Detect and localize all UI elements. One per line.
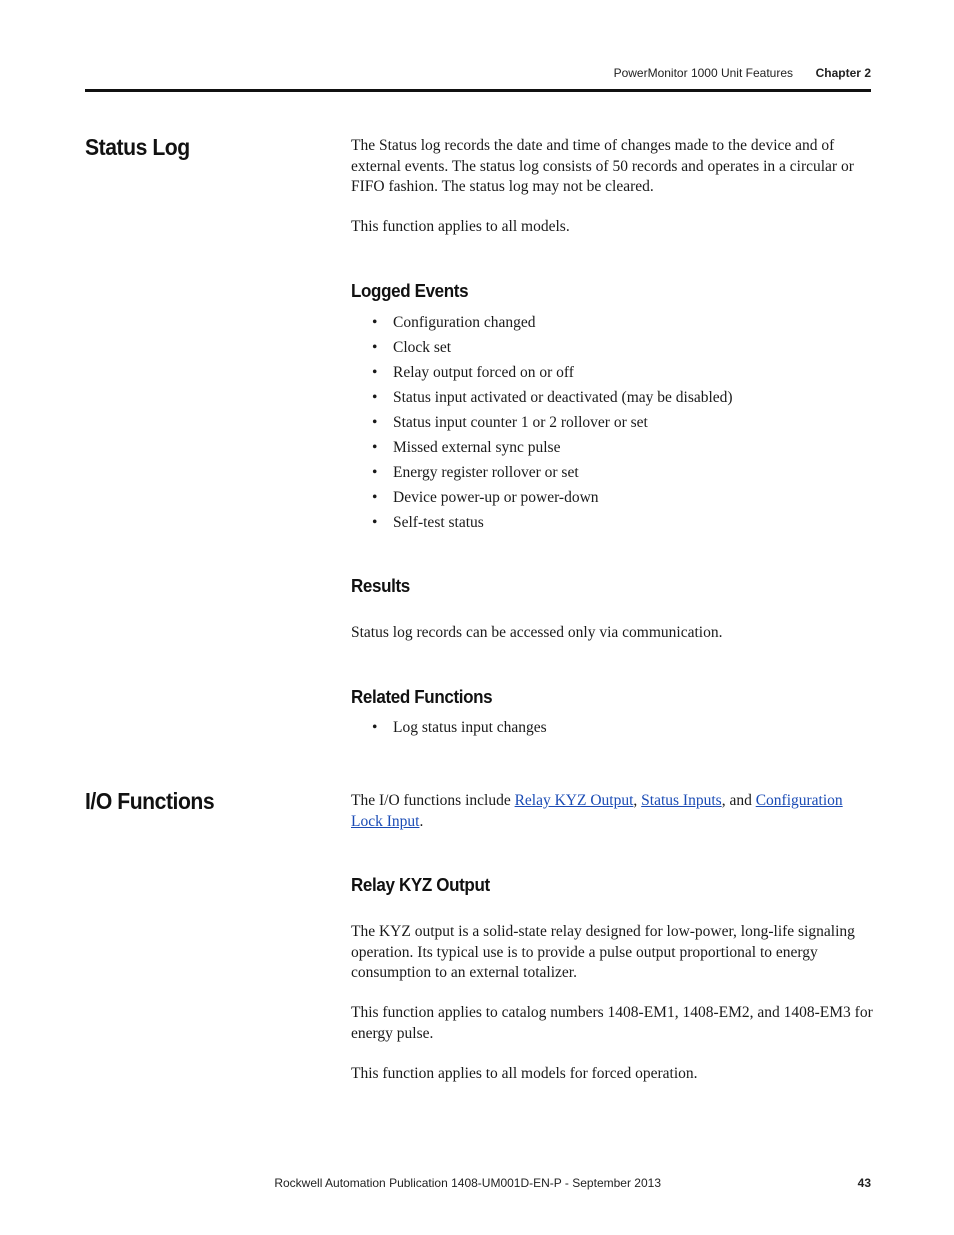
relay-kyz-description: The KYZ output is a solid-state relay designed for low-power, long-life signaling operation. Its typical use is to provide a pulse output proportional to energy consumption to an external totalizer.	[351, 923, 855, 981]
subheading-logged-events: Logged Events	[351, 280, 469, 301]
section-heading-status-log: Status Log	[85, 134, 190, 160]
list-item: • Configuration changed	[372, 314, 536, 331]
list-item: • Log status input changes	[372, 719, 547, 736]
bullet-icon: •	[372, 339, 378, 356]
bullet-icon: •	[372, 439, 378, 456]
list-item: • Status input counter 1 or 2 rollover or set	[372, 414, 648, 431]
list-item: • Status input activated or deactivated (may be disabled)	[372, 389, 733, 406]
results-text: Status log records can be accessed only via communication.	[351, 624, 723, 641]
list-item: • Energy register rollover or set	[372, 464, 579, 481]
list-item: • Relay output forced on or off	[372, 364, 574, 381]
bullet-icon: •	[372, 489, 378, 506]
link-configuration-lock-input[interactable]: Configuration Lock Input	[351, 792, 843, 830]
relay-kyz-applies-forced: This function applies to all models for forced operation.	[351, 1065, 698, 1082]
io-functions-intro: The I/O functions include Relay KYZ Output, Status Inputs, and Configuration Lock Input.	[351, 792, 843, 830]
bullet-icon: •	[372, 364, 378, 381]
logged-events-list	[351, 313, 733, 538]
list-item: • Missed external sync pulse	[372, 439, 561, 456]
subheading-results: Results	[351, 575, 410, 596]
subheading-related-functions: Related Functions	[351, 686, 493, 707]
section-heading-io-functions: I/O Functions	[85, 788, 215, 814]
bullet-icon: •	[372, 389, 378, 406]
bullet-icon: •	[372, 314, 378, 331]
list-item: • Self-test status	[372, 514, 484, 531]
bullet-icon: •	[372, 414, 378, 431]
list-item: • Device power-up or power-down	[372, 489, 599, 506]
page-number: 43	[857, 1176, 871, 1190]
link-relay-kyz-output[interactable]: Relay KYZ Output	[514, 792, 634, 809]
link-status-inputs[interactable]: Status Inputs	[641, 792, 722, 809]
bullet-icon: •	[372, 719, 378, 736]
running-header-chapter: Chapter 2	[815, 66, 871, 80]
list-item: • Clock set	[372, 339, 452, 356]
relay-kyz-applies-catalog: This function applies to catalog numbers 1408-EM1, 1408-EM2, and 1408-EM3 for energy pulse.	[351, 1004, 873, 1042]
bullet-icon: •	[372, 514, 378, 531]
status-log-intro: The Status log records the date and time of changes made to the device and of external events. The status log consists of 50 records and operates in a circular or FIFO fashion. The status log may not be cleared.	[351, 137, 854, 195]
status-log-applies: This function applies to all models.	[351, 218, 570, 235]
footer-publication: Rockwell Automation Publication 1408-UM001D-EN-P - September 2013	[274, 1176, 661, 1190]
running-header-title: PowerMonitor 1000 Unit Features	[613, 66, 793, 80]
related-functions-list	[351, 718, 547, 743]
header-rule	[85, 89, 871, 92]
subheading-relay-kyz-output: Relay KYZ Output	[351, 874, 490, 895]
bullet-icon: •	[372, 464, 378, 481]
